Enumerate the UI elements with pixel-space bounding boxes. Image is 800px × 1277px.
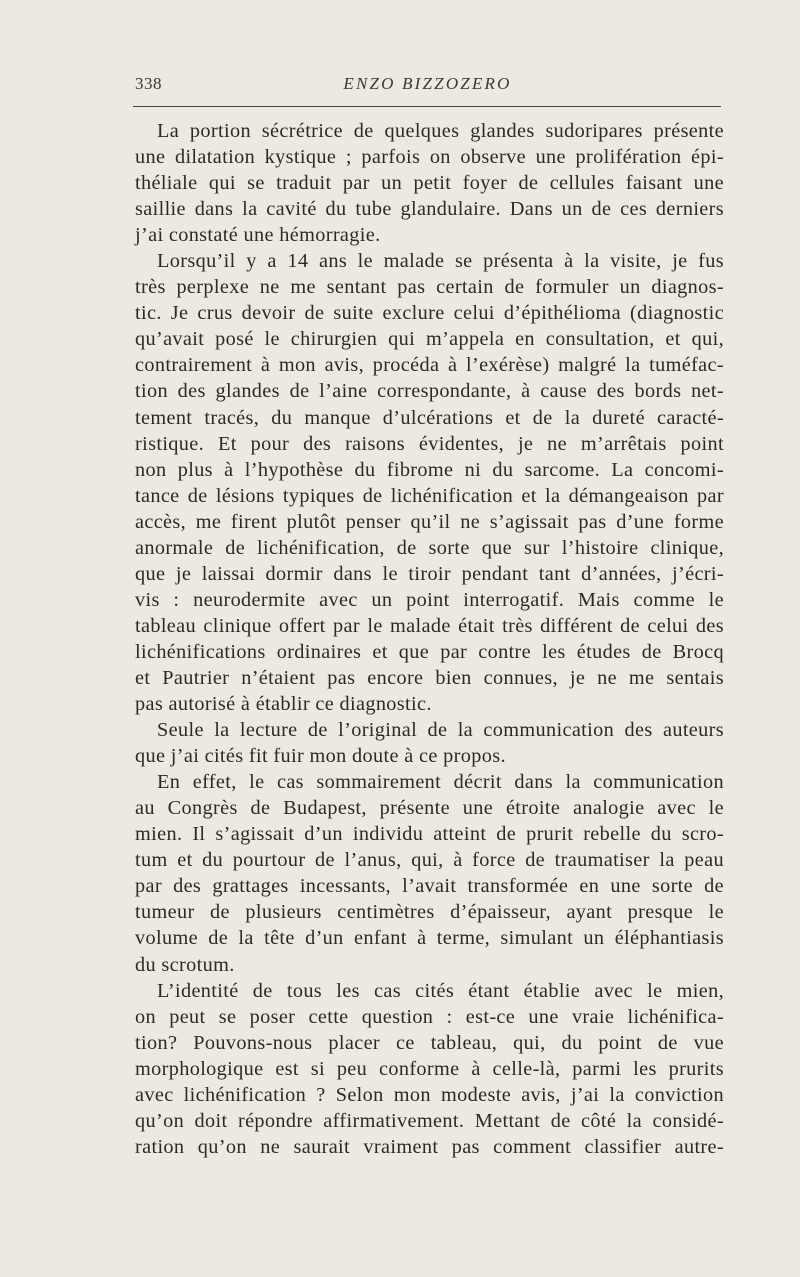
text-line: lichénifications ordinaires et que par contre les études de Brocq (135, 640, 724, 663)
text-line: non plus à l’hypothèse du fibrome ni du sarcome. La concomi- (135, 458, 724, 481)
text-line: par des grattages incessants, l’avait transformée en une sorte de (135, 875, 724, 898)
text-line: au Congrès de Budapest, présente une étroite analogie avec le (135, 797, 724, 820)
text-line: j’ai constaté une hémorragie. (135, 224, 381, 247)
text-line: que je laissai dormir dans le tiroir pendant tant d’années, j’écri- (135, 562, 724, 585)
text-line: du scrotum. (135, 953, 235, 976)
text-line: volume de la tête d’un enfant à terme, simulant un éléphantiasis (135, 927, 724, 950)
text-line: Seule la lecture de l’original de la communication des auteurs (157, 719, 724, 742)
text-line: et Pautrier n’étaient pas encore bien connues, je ne me sentais (135, 666, 724, 689)
text-line: morphologique est si peu conforme à celle-là, parmi les prurits (135, 1057, 724, 1080)
text-line: tic. Je crus devoir de suite exclure celui d’épithélioma (diagnostic (135, 302, 724, 325)
text-line: tion? Pouvons-nous placer ce tableau, qui, du point de vue (135, 1031, 724, 1054)
text-line: tion des glandes de l’aine correspondante, à cause des bords net- (135, 380, 724, 403)
text-line: tableau clinique offert par le malade était très différent de celui des (135, 614, 724, 637)
text-line: ristique. Et pour des raisons évidentes, je ne m’arrêtais point (135, 432, 724, 455)
running-title: ENZO BIZZOZERO (343, 74, 512, 93)
text-line: Lorsqu’il y a 14 ans le malade se présenta à la visite, je fus (157, 250, 724, 273)
text-line: théliale qui se traduit par un petit foyer de cellules faisant une (135, 172, 724, 195)
body-text (135, 118, 724, 1160)
text-line: qu’on doit répondre affirmativement. Mettant de côté la considé- (135, 1109, 724, 1132)
text-line: tum et du pourtour de l’anus, qui, à force de traumatiser la peau (135, 849, 724, 872)
text-line: contrairement à mon avis, procéda à l’exérèse) malgré la tuméfac- (135, 354, 724, 377)
text-line: pas autorisé à établir ce diagnostic. (135, 693, 432, 716)
text-line: accès, me firent plutôt penser qu’il ne s’agissait pas d’une forme (135, 510, 724, 533)
text-line: tement tracés, du manque d’ulcérations et de la dureté caracté- (135, 406, 724, 429)
header-rule (133, 106, 721, 107)
text-line: vis : neurodermite avec un point interrogatif. Mais comme le (135, 588, 724, 611)
text-line: mien. Il s’agissait d’un individu atteint de prurit rebelle du scro- (135, 823, 724, 846)
text-line: En effet, le cas sommairement décrit dans la communication (157, 771, 724, 794)
text-line: très perplexe ne me sentant pas certain de formuler un diagnos- (135, 276, 724, 299)
text-line: on peut se poser cette question : est-ce une vraie lichénifica- (135, 1005, 724, 1028)
text-line: qu’avait posé le chirurgien qui m’appela en consultation, et qui, (135, 328, 724, 351)
page-number: 338 (135, 74, 162, 93)
text-line: ration qu’on ne saurait vraiment pas comment classifier autre- (135, 1135, 724, 1158)
text-line: L’identité de tous les cas cités étant établie avec le mien, (157, 979, 724, 1002)
text-line: saillie dans la cavité du tube glandulaire. Dans un de ces derniers (135, 198, 724, 221)
text-line: une dilatation kystique ; parfois on observe une prolifération épi- (135, 146, 724, 169)
text-line: anormale de lichénification, de sorte que sur l’histoire clinique, (135, 536, 724, 559)
text-line: tance de lésions typiques de lichénification et la démangeaison par (135, 484, 724, 507)
text-line: tumeur de plusieurs centimètres d’épaisseur, ayant presque le (135, 901, 724, 924)
text-line: que j’ai cités fit fuir mon doute à ce propos. (135, 745, 506, 768)
text-line: avec lichénification ? Selon mon modeste avis, j’ai la conviction (135, 1083, 724, 1106)
text-line: La portion sécrétrice de quelques glandes sudoripares présente (157, 120, 724, 142)
running-head (135, 74, 720, 104)
